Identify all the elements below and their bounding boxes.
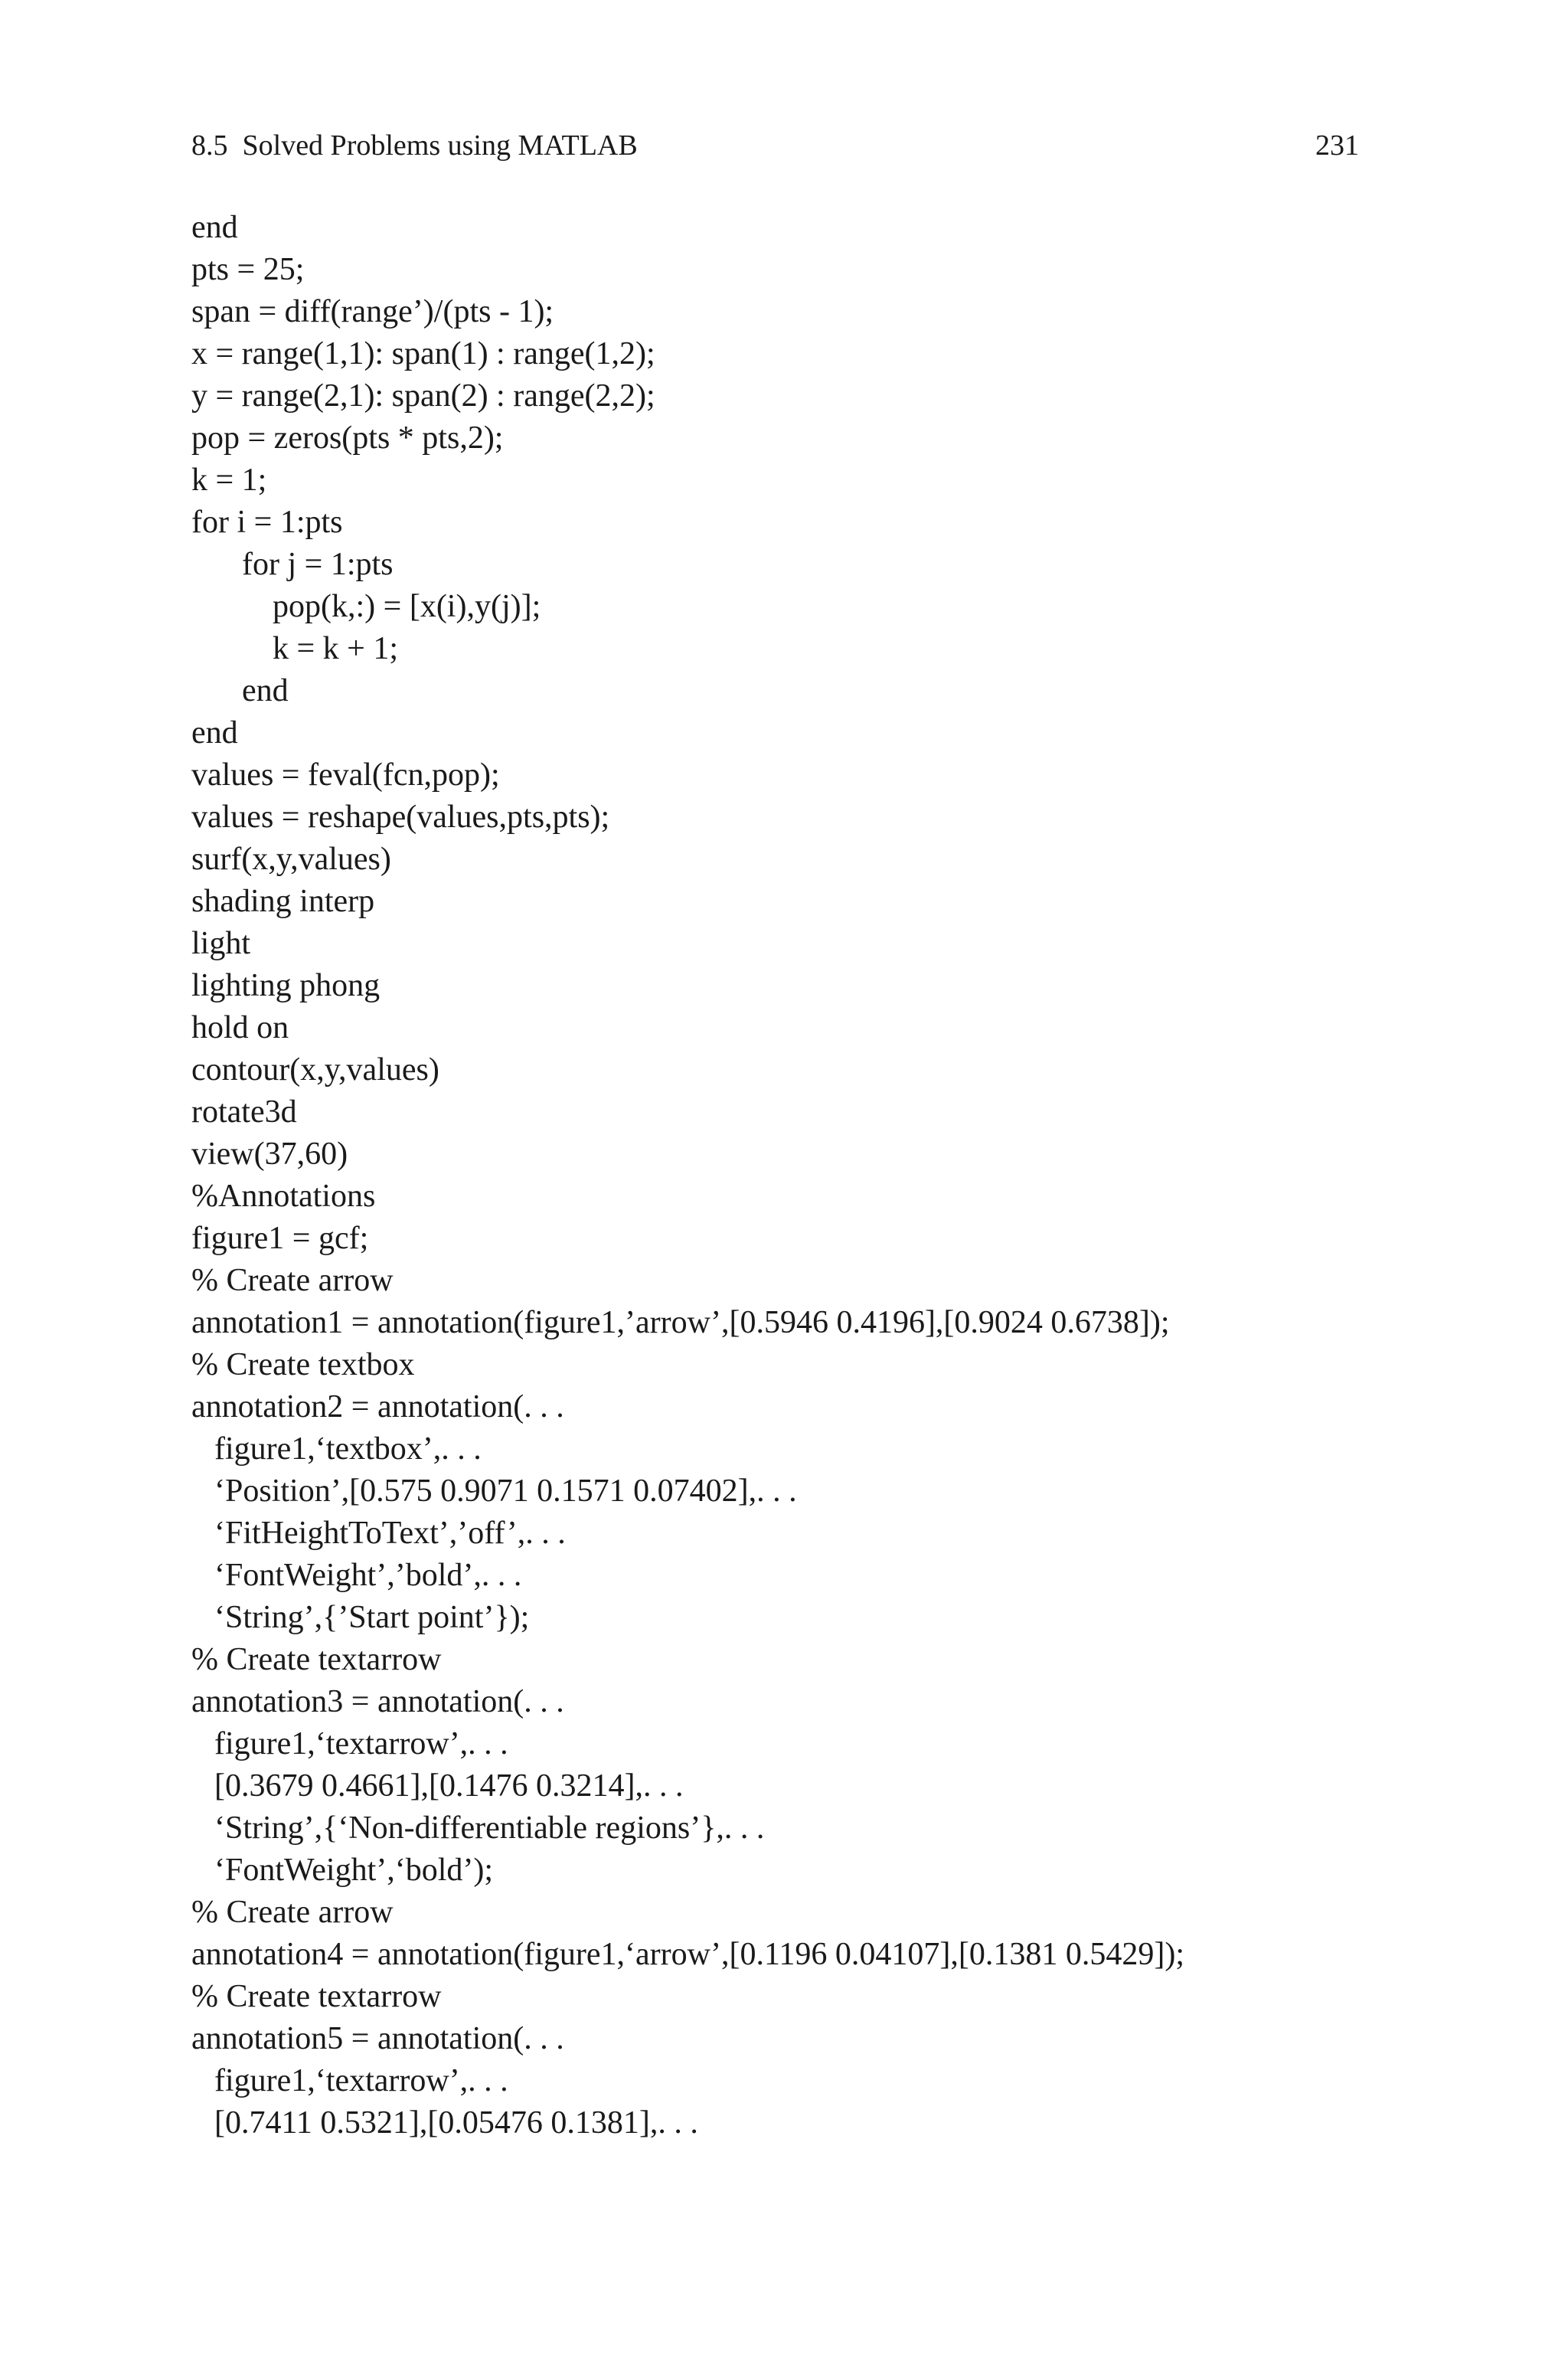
code-line: annotation5 = annotation(. . . — [191, 2021, 564, 2056]
code-line: pop = zeros(pts * pts,2); — [191, 420, 504, 456]
code-line: annotation2 = annotation(. . . — [191, 1389, 564, 1424]
code-line: end — [191, 210, 238, 245]
code-line: for j = 1:pts — [242, 547, 394, 582]
code-line: figure1,‘textarrow’,. . . — [214, 2063, 508, 2098]
code-line: x = range(1,1): span(1) : range(1,2); — [191, 336, 655, 371]
code-line: values = reshape(values,pts,pts); — [191, 800, 610, 835]
code-line: figure1 = gcf; — [191, 1221, 369, 1256]
code-line: % Create textbox — [191, 1347, 415, 1382]
code-line: pts = 25; — [191, 252, 305, 287]
code-line: ‘FitHeightToText’,’off’,. . . — [214, 1516, 566, 1551]
code-line: rotate3d — [191, 1094, 297, 1130]
code-line: ‘String’,{‘Non-differentiable regions’},. . . — [214, 1810, 765, 1846]
section-title: 8.5 Solved Problems using MATLAB — [191, 129, 638, 162]
code-line: annotation3 = annotation(. . . — [191, 1684, 564, 1719]
code-line: [0.3679 0.4661],[0.1476 0.3214],. . . — [214, 1768, 684, 1804]
code-line: figure1,‘textbox’,. . . — [214, 1431, 482, 1467]
code-line: ‘FontWeight’,‘bold’); — [214, 1853, 494, 1888]
code-line: k = k + 1; — [273, 631, 399, 666]
code-line: contour(x,y,values) — [191, 1052, 439, 1088]
code-line: % Create arrow — [191, 1263, 394, 1298]
code-line: end — [191, 715, 238, 751]
code-line: k = 1; — [191, 463, 267, 498]
code-line: for i = 1:pts — [191, 505, 343, 540]
running-header — [191, 126, 1359, 165]
code-line: annotation1 = annotation(figure1,’arrow’,[0.5946 0.4196],[0.9024 0.6738]); — [191, 1305, 1170, 1340]
code-line: light — [191, 926, 251, 961]
page-number: 231 — [1315, 129, 1359, 162]
code-line: ‘String’,{’Start point’}); — [214, 1600, 530, 1635]
code-line: lighting phong — [191, 968, 381, 1003]
code-line: ‘Position’,[0.575 0.9071 0.1571 0.07402],. . . — [214, 1473, 797, 1509]
code-line: surf(x,y,values) — [191, 842, 391, 877]
code-line: values = feval(fcn,pop); — [191, 757, 500, 793]
code-line: hold on — [191, 1010, 289, 1045]
code-line: % Create arrow — [191, 1895, 394, 1930]
code-line: end — [242, 673, 289, 708]
code-line: [0.7411 0.5321],[0.05476 0.1381],. . . — [214, 2105, 698, 2141]
code-line: ‘FontWeight’,’bold’,. . . — [214, 1558, 522, 1593]
code-line: y = range(2,1): span(2) : range(2,2); — [191, 378, 655, 414]
code-listing — [191, 207, 1416, 2144]
code-line: shading interp — [191, 884, 375, 919]
code-line: view(37,60) — [191, 1137, 348, 1172]
code-line: pop(k,:) = [x(i),y(j)]; — [273, 589, 541, 624]
code-line: % Create textarrow — [191, 1979, 442, 2014]
code-line: % Create textarrow — [191, 1642, 442, 1677]
code-line: figure1,‘textarrow’,. . . — [214, 1726, 508, 1761]
code-line: %Annotations — [191, 1179, 376, 1214]
code-line: span = diff(range’)/(pts - 1); — [191, 294, 554, 329]
code-line: annotation4 = annotation(figure1,‘arrow’,[0.1196 0.04107],[0.1381 0.5429]); — [191, 1937, 1184, 1972]
